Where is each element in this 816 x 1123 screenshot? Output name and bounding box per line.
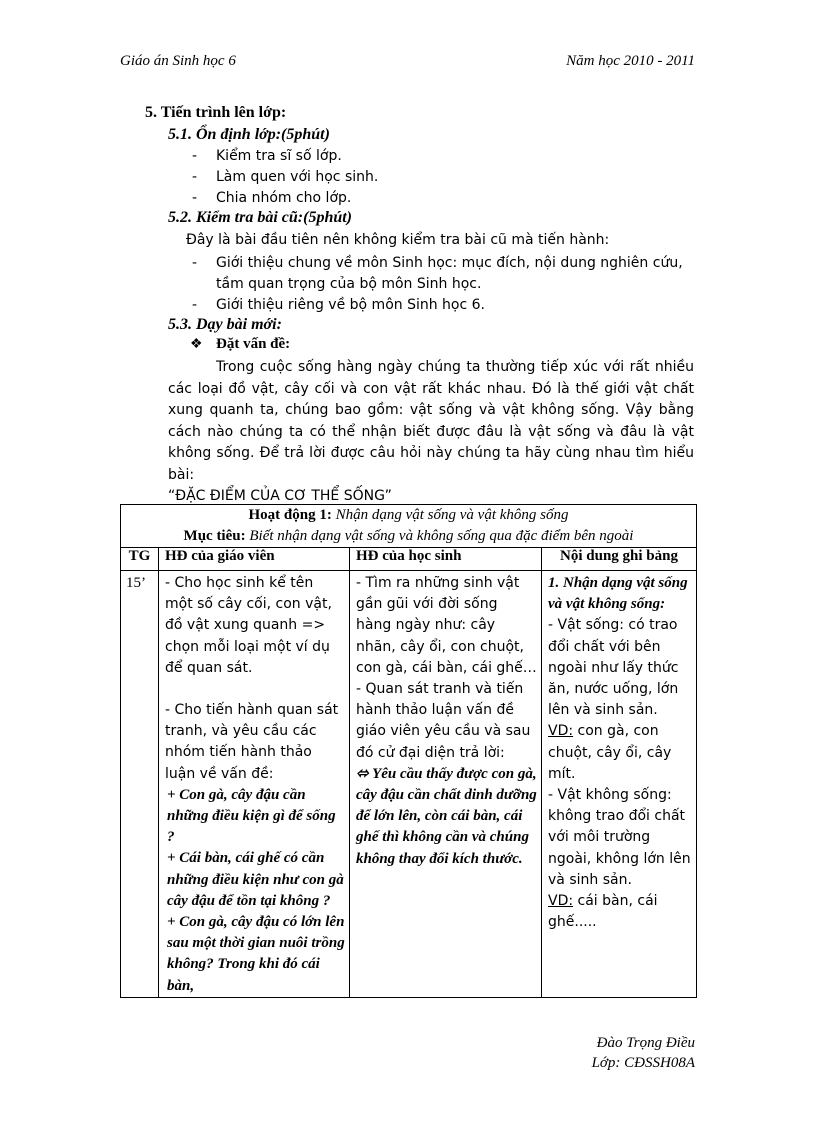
teacher-step-1: - Cho học sinh kể tên một số cây cối, con vật, đồ vật xung quanh => chọn mỗi loại một ví dụ để quan sát. (165, 575, 332, 676)
header-school-year: Năm học 2010 - 2011 (566, 53, 695, 69)
problem-title: Đặt vấn đề: (216, 336, 291, 352)
dash-icon: - (192, 148, 198, 164)
teacher-question-2: + Cái bàn, cái ghế có cần những điều kiện như con gà cây đậu để tồn tại không ? (167, 850, 344, 909)
dash-icon: - (192, 297, 198, 313)
problem-paragraph-text: Trong cuộc sống hàng ngày chúng ta thường tiếp xúc với rất nhiều các loại đồ vật, cây cối và con vật rất khác nhau. Đó là thế giới vật chất xung quanh ta, chúng bao gồm: vật sống và vật không sống. Vậy bằng cách nào chúng ta có thể nhận biết được đâu là vật sống và đâu là vật không sống. Để trả lời được câu hỏi này chúng ta hãy cùng nhau tìm hiểu bài: (168, 359, 694, 483)
subsection-5-2-title: 5.2. Kiểm tra bài cũ:(5phút) (168, 209, 353, 226)
time-cell: 15’ (121, 571, 159, 998)
list-item: Kiểm tra sĩ số lớp. (216, 148, 342, 164)
example-label: VD: (548, 723, 574, 740)
board-nonliving-example: cái bàn, cái ghế..... (548, 893, 658, 931)
teacher-cell (159, 571, 350, 998)
lesson-title-quote: “ĐẶC ĐIỂM CỦA CƠ THỂ SỐNG” (168, 488, 392, 504)
objective-text: Biết nhận dạng vật sống và không sống qua đặc điểm bên ngoài (249, 528, 634, 544)
board-nonliving: - Vật không sống: không trao đổi chất với môi trường ngoài, không lớn lên và sinh sản. (548, 787, 691, 888)
student-step-2: - Quan sát tranh và tiến hành thảo luận vấn đề giáo viên yêu cầu và sau đó cử đại diện trả lời: (356, 681, 531, 761)
diamond-bullet-icon: ❖ (190, 337, 203, 352)
footer-author: Đào Trọng Điều (596, 1035, 695, 1051)
teacher-question-1: + Con gà, cây đậu cần những điều kiện gì để sống ? (167, 786, 336, 846)
list-item: Giới thiệu riêng về bộ môn Sinh học 6. (216, 297, 485, 313)
column-header-time: TG (121, 548, 159, 571)
subsection-5-3-title: 5.3. Dạy bài mới: (168, 316, 282, 333)
example-label: VD: (548, 893, 574, 910)
activity-header (121, 505, 697, 548)
objective-label: Mục tiêu: (183, 528, 246, 544)
teacher-step-2: - Cho tiến hành quan sát tranh, và yêu cầu các nhóm tiến hành thảo luận về vấn đề: (165, 702, 339, 782)
teacher-question-3: + Con gà, cây đậu có lớn lên sau một thời gian nuôi trồng không? Trong khi đó cái bàn, (167, 914, 345, 994)
section-title: 5. Tiến trình lên lớp: (145, 104, 287, 121)
board-title: 1. Nhận dạng vật sống và vật không sống: (548, 575, 688, 613)
student-cell (350, 571, 542, 998)
subsection-5-1-title: 5.1. Ổn định lớp:(5phút) (168, 126, 330, 143)
dash-icon: - (192, 169, 198, 185)
activity-label: Hoạt động 1: (248, 507, 332, 523)
activity-table (120, 504, 697, 998)
board-living: - Vật sống: có trao đổi chất với bên ngoài như lấy thức ăn, nước uống, lớn lên và sinh sản. (548, 617, 679, 719)
student-step-1: - Tìm ra những sinh vật gần gũi với đời sống hàng ngày như: cây nhãn, cây ổi, con chuột, con gà, cái bàn, cái ghế… (356, 575, 537, 676)
column-header-student: HĐ của học sinh (350, 548, 542, 571)
activity-name: Nhận dạng vật sống và vật không sống (335, 507, 569, 523)
list-item: Giới thiệu chung về môn Sinh học: mục đích, nội dung nghiên cứu, tầm quan trọng của bộ môn Sinh học. (216, 255, 683, 292)
dash-icon: - (192, 255, 198, 271)
double-arrow-icon: ⬄ (356, 765, 369, 782)
student-answer: Yêu cầu thấy được con gà, cây đậu cần chất dinh dưỡng để lớn lên, còn cái bàn, cái ghế thì không cần và chúng không thay đổi kích thước. (356, 765, 537, 867)
subsection-5-2-intro: Đây là bài đầu tiên nên không kiểm tra bài cũ mà tiến hành: (186, 232, 610, 248)
board-cell (542, 571, 697, 998)
list-item: Làm quen với học sinh. (216, 169, 379, 185)
header-subject: Giáo án Sinh học 6 (120, 53, 236, 69)
list-item: Chia nhóm cho lớp. (216, 190, 352, 206)
dash-icon: - (192, 190, 198, 206)
footer-class: Lớp: CĐSSH08A (591, 1055, 695, 1071)
column-header-board: Nội dung ghi bảng (542, 548, 697, 571)
column-header-teacher: HĐ của giáo viên (159, 548, 350, 571)
problem-paragraph (168, 357, 694, 508)
board-living-example: con gà, con chuột, cây ổi, cây mít. (548, 723, 672, 782)
